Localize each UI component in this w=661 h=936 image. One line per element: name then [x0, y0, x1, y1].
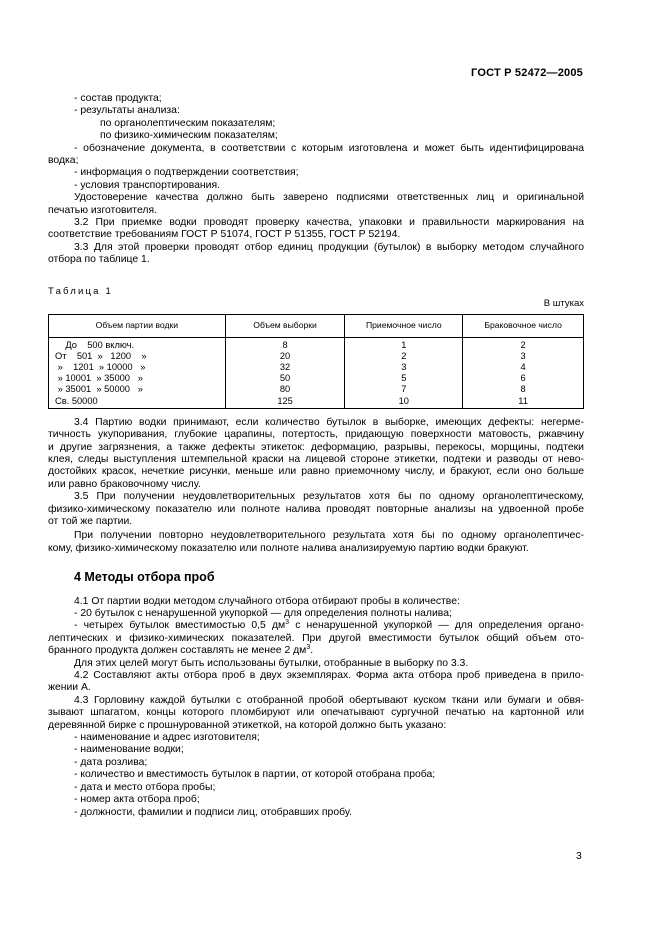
paragraph-line: клея, следы выступления штемпельной краски на лицевой стороне этикетки, подтеки и разводы от нево-: [48, 453, 584, 465]
table-cell: 8: [463, 384, 584, 395]
paragraph-line: - обозначение документа, в соответствии с которым изготовлена и может быть идентифицирована: [74, 142, 584, 154]
paragraph-line: водка;: [48, 155, 79, 167]
table-cell: 3: [463, 351, 584, 362]
table-cell: » 1201 » 10000 »: [49, 362, 226, 373]
list-item: - количество и вместимость бутылок в партии, от которой отобрана проба;: [74, 769, 436, 781]
table-cell: 2: [463, 337, 584, 351]
list-item: - условия транспортирования.: [74, 179, 220, 191]
list-item: - дата и место отбора пробы;: [74, 781, 216, 793]
paragraph-line: кому, физико-химическому показателю или полноте налива анализируемую партию водки бракуют.: [48, 542, 529, 554]
table-header-cell: Браковочное число: [463, 314, 584, 337]
table-cell: » 35001 » 50000 »: [49, 384, 226, 395]
list-item: - 20 бутылок с ненарушенной укупоркой — для определения полноты налива;: [74, 608, 452, 619]
paragraph-line: достойких красок, нечеткие рисунки, меньше или равно приемочному числу, и бракуют, если оно больше: [48, 466, 584, 478]
table-row: [49, 337, 584, 351]
paragraph-line: печатью изготовителя.: [48, 204, 157, 216]
table-row: [49, 396, 584, 409]
paragraph-line: тичность укупоривания, глубокие царапины, потертость, придающую поверхности матовость, ржавчину: [48, 429, 584, 441]
table-cell: 80: [225, 384, 345, 395]
table-cell: От 501 » 1200 »: [49, 351, 226, 362]
sampling-table: [48, 314, 584, 409]
page-number: 3: [576, 851, 582, 862]
table-cell: 32: [225, 362, 345, 373]
table-cell: 1: [345, 337, 463, 351]
table-cell: 11: [463, 396, 584, 409]
list-subitem: по физико-химическим показателям;: [100, 130, 278, 142]
table-header-cell: Объем партии водки: [49, 314, 226, 337]
table-row: [49, 351, 584, 362]
list-item: - должности, фамилии и подписи лиц, отобравших пробу.: [74, 806, 352, 818]
table-cell: » 10001 » 35000 »: [49, 373, 226, 384]
list-item: - наименование и адрес изготовителя;: [74, 732, 260, 744]
list-subitem: по органолептическим показателям;: [100, 117, 276, 129]
table-cell: 2: [345, 351, 463, 362]
table-row: [49, 384, 584, 395]
list-item: - результаты анализа:: [74, 105, 180, 117]
table-header-cell: Объем выборки: [225, 314, 345, 337]
paragraph-line: 4.2 Составляют акты отбора проб в двух экземплярах. Форма акта отбора проб приведена в прило-: [74, 670, 584, 682]
table-row: [49, 362, 584, 373]
list-item: - наименование водки;: [74, 744, 184, 756]
table-title: Таблица 1: [48, 285, 113, 297]
table-cell: 5: [345, 373, 463, 384]
table-cell: До 500 включ.: [49, 337, 226, 351]
table-cell: 20: [225, 351, 345, 362]
paragraph-line: деревянной бирке с прошнурованной этикеткой, на которой должно быть указано:: [48, 719, 447, 731]
paragraph-line: отбора по таблице 1.: [48, 254, 150, 266]
table-cell: 7: [345, 384, 463, 395]
list-item: - дата розлива;: [74, 756, 148, 768]
list-item: - номер акта отбора проб;: [74, 794, 200, 806]
list-item: - четырех бутылок вместимостью 0,5 $дм^3$ с ненарушенной укупоркой — для определения органо-: [74, 619, 584, 632]
list-item: - состав продукта;: [74, 93, 162, 104]
table-cell: 6: [463, 373, 584, 384]
paragraph-line: лептических и физико-химических показателей. При другой вместимости бутылок общий объем ото-: [48, 632, 584, 644]
paragraph-line: зывают шпагатом, концы которого пломбируют или опечатывают сургучной печатью на картонной или: [48, 707, 584, 719]
table-cell: 125: [225, 396, 345, 409]
table-header-cell: Приемочное число: [345, 314, 463, 337]
paragraph-line: бранного продукта должен составлять не менее 2 $дм^3$.: [48, 644, 314, 657]
paragraph-line: жении А.: [48, 682, 91, 694]
document-body: [48, 93, 584, 819]
paragraph-line: 3.3 Для этой проверки проводят отбор единиц продукции (бутылок) в выборку методом случайного: [74, 241, 584, 253]
table-unit: В штуках: [543, 298, 584, 310]
paragraph-line: 3.4 Партию водки принимают, если количество бутылок в выборке, имеющих дефекты: негерме-: [74, 416, 584, 428]
table-row: [49, 373, 584, 384]
paragraph-line: При получении повторно неудовлетворительного результата хотя бы по одному органолептичес-: [74, 530, 584, 542]
paragraph-line: Для этих целей могут быть использованы бутылки, отобранные в выборку по 3.3.: [74, 657, 469, 669]
table-cell: 4: [463, 362, 584, 373]
table-cell: 8: [225, 337, 345, 351]
table-cell: 3: [345, 362, 463, 373]
list-item: - информация о подтверждении соответствия;: [74, 167, 299, 179]
paragraph-line: 4.3 Горловину каждой бутылки с отобранной пробой обертывают куском ткани или бумаги и обвя-: [74, 694, 584, 706]
section-heading: 4 Методы отбора проб: [74, 570, 215, 585]
paragraph-line: физико-химическому показателю или полноте налива проводят повторные анализы на удвоенной пробе: [48, 503, 584, 515]
paragraph-line: Удостоверение качества должно быть заверено подписями ответственных лиц и оригинальной: [74, 192, 584, 204]
table-cell: 50: [225, 373, 345, 384]
paragraph-line: 3.2 При приемке водки проводят проверку качества, упаковки и правильности маркирования на: [74, 217, 584, 229]
table-cell: Св. 50000: [49, 396, 226, 409]
paragraph-line: и другие загрязнения, а также дефекты этикеток: деформацию, разрывы, перекосы, морщины, подтеки: [48, 441, 584, 453]
paragraph-line: соответствие требованиям ГОСТ Р 51074, ГОСТ Р 51355, ГОСТ Р 52194.: [48, 229, 401, 241]
paragraph-line: 3.5 При получении неудовлетворительных результатов хотя бы по одному органолептическому,: [74, 491, 584, 503]
paragraph-line: или равно браковочному числу.: [48, 478, 201, 490]
doc-header: ГОСТ Р 52472—2005: [471, 67, 583, 79]
table-cell: 10: [345, 396, 463, 409]
paragraph-line: 4.1 От партии водки методом случайного отбора отбирают пробы в количестве:: [74, 595, 460, 607]
paragraph-line: от той же партии.: [48, 515, 133, 527]
